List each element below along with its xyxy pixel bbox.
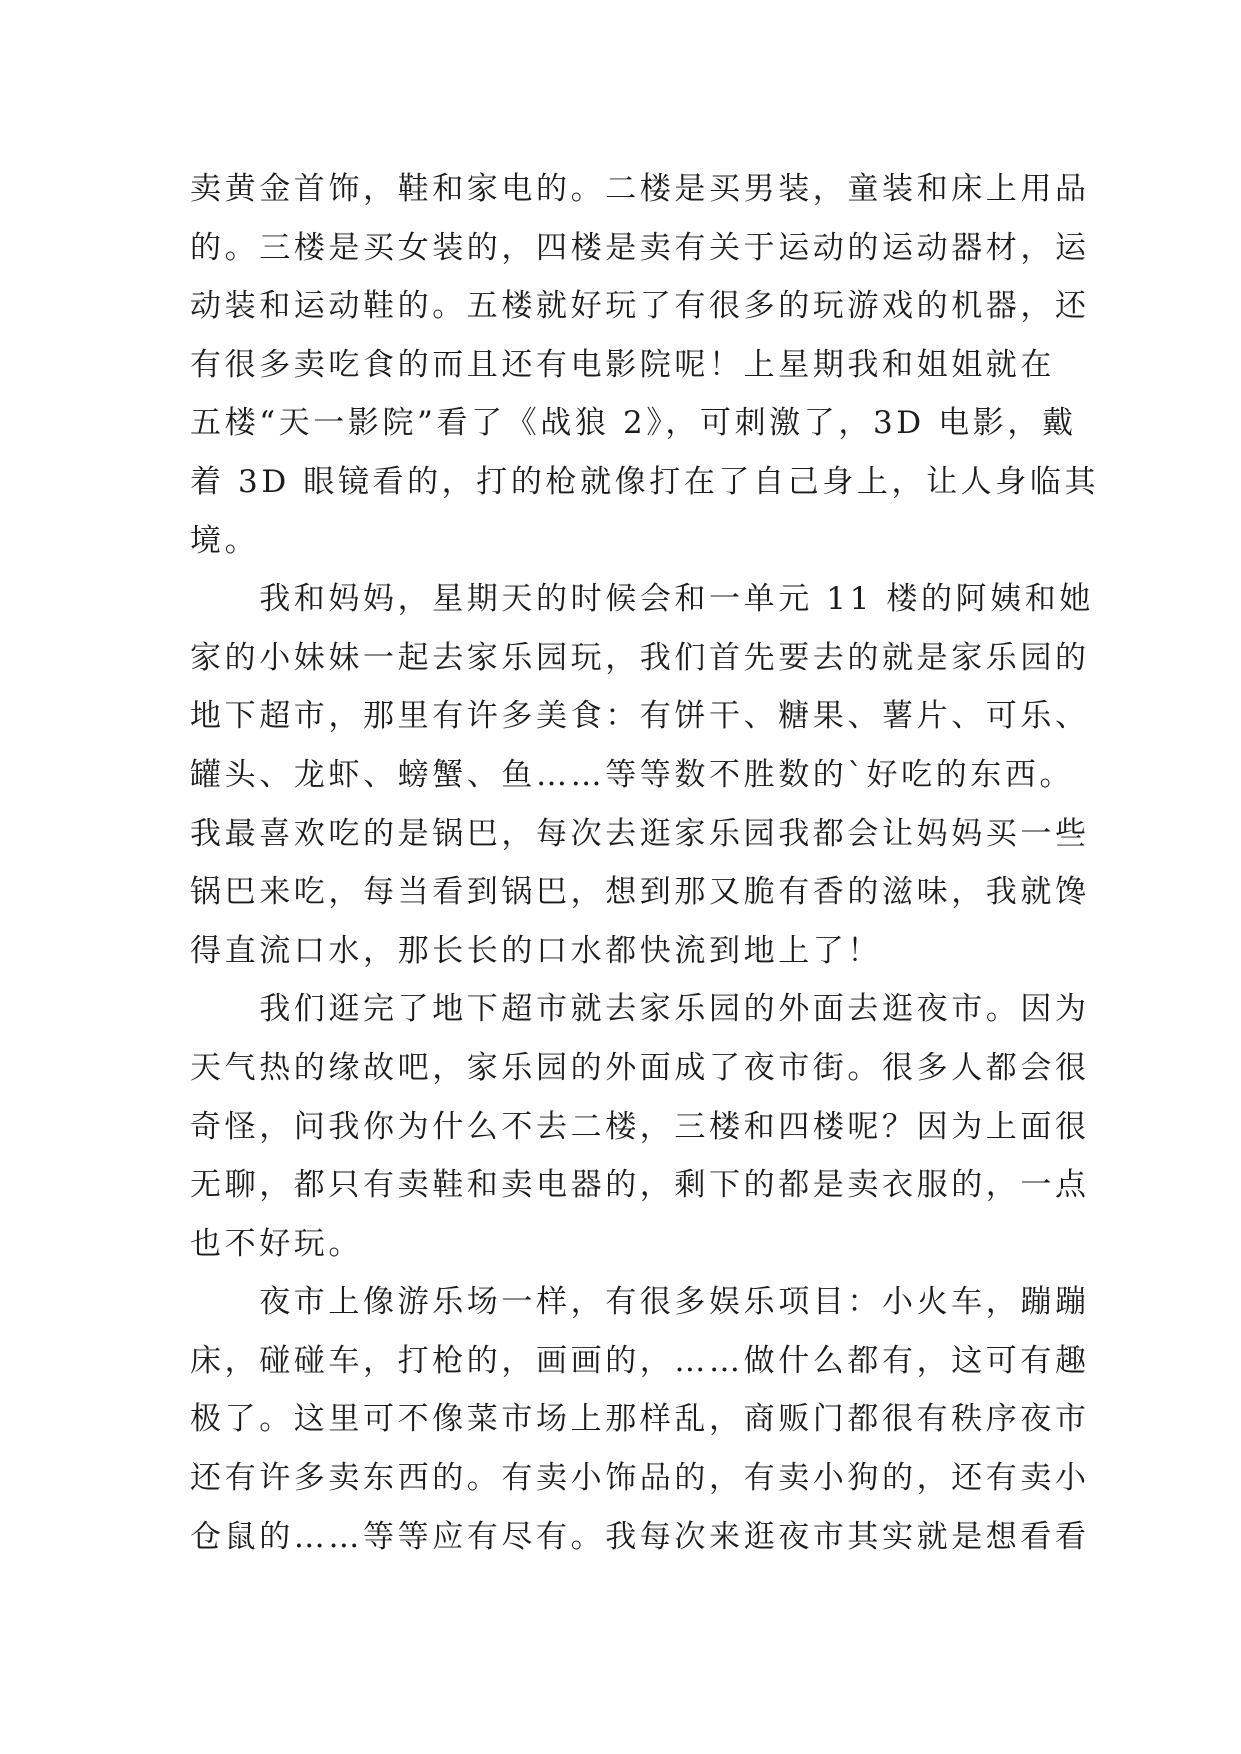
text-line: 我和妈妈，星期天的时候会和一单元 11 楼的阿姨和她: [190, 581, 1094, 618]
text-line: 有很多卖吃食的而且还有电影院呢！上星期我和姐姐就在: [190, 346, 1055, 383]
text-line: 还有许多卖东西的。有卖小饰品的，有卖小狗的，还有卖小: [190, 1460, 1090, 1497]
text-line: 家的小妹妹一起去家乐园玩，我们首先要去的就是家乐园的: [190, 639, 1090, 676]
text-line: 极了。这里可不像菜市场上那样乱，商贩门都很有秩序夜市: [190, 1401, 1090, 1438]
text-line: 我们逛完了地下超市就去家乐园的外面去逛夜市。因为: [190, 991, 1090, 1028]
text-line: 奇怪，问我你为什么不去二楼，三楼和四楼呢？因为上面很: [190, 1108, 1090, 1145]
text-line: 锅巴来吃，每当看到锅巴，想到那又脆有香的滋味，我就馋: [190, 874, 1090, 911]
text-line: 地下超市，那里有许多美食：有饼干、糖果、薯片、可乐、: [190, 698, 1090, 735]
text-line: 的。三楼是买女装的，四楼是卖有关于运动的运动器材，运: [190, 229, 1090, 266]
text-line: 无聊，都只有卖鞋和卖电器的，剩下的都是卖衣服的，一点: [190, 1167, 1090, 1204]
text-line: 夜市上像游乐场一样，有很多娱乐项目：小火车，蹦蹦: [190, 1284, 1090, 1321]
text-line: 床，碰碰车，打枪的，画画的，……做什么都有，这可有趣: [190, 1342, 1090, 1379]
text-line: 也不好玩。: [190, 1225, 363, 1262]
text-line: 境。: [190, 522, 260, 559]
text-line: 罐头、龙虾、螃蟹、鱼……等等数不胜数的`好吃的东西。: [190, 756, 1075, 793]
text-line: 仓鼠的……等等应有尽有。我每次来逛夜市其实就是想看看: [190, 1518, 1090, 1555]
text-line: 动装和运动鞋的。五楼就好玩了有很多的玩游戏的机器，还: [190, 288, 1090, 325]
text-line: 得直流口水，那长长的口水都快流到地上了！: [190, 932, 882, 969]
text-line: 着 3D 眼镜看的，打的枪就像打在了自己身上，让人身临其: [190, 463, 1100, 500]
text-line: 卖黄金首饰，鞋和家电的。二楼是买男装，童装和床上用品: [190, 171, 1090, 207]
body-text: [190, 160, 1110, 1566]
text-line: 五楼“天一影院”看了《战狼 2》，可刺激了，3D 电影，戴: [190, 405, 1077, 442]
text-line: 天气热的缘故吧，家乐园的外面成了夜市街。很多人都会很: [190, 1049, 1090, 1086]
text-line: 我最喜欢吃的是锅巴，每次去逛家乐园我都会让妈妈买一些: [190, 815, 1090, 852]
